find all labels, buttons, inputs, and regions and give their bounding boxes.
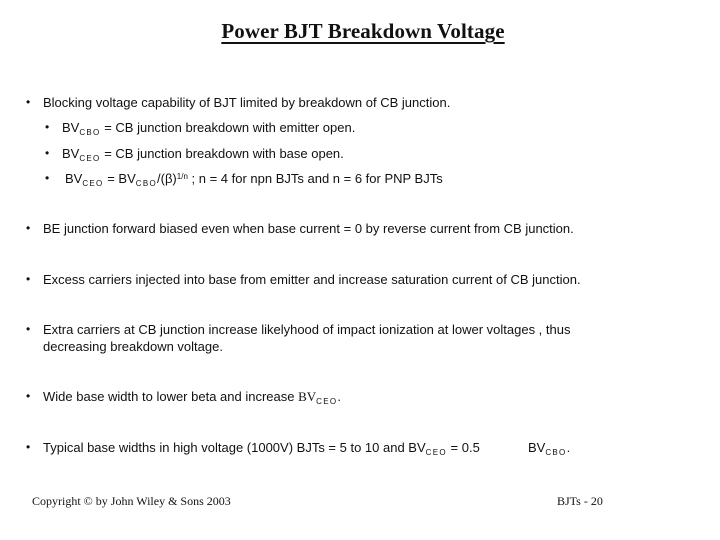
bullet-6-text bbox=[43, 439, 480, 456]
bv-subscript: CBO bbox=[545, 448, 567, 457]
slide-title: Power BJT Breakdown Voltage bbox=[221, 19, 505, 43]
bv-label: BV bbox=[528, 440, 546, 455]
period: . bbox=[337, 389, 342, 404]
bullet-2-marker: • bbox=[26, 221, 31, 235]
equation-bv: = BV bbox=[103, 171, 136, 186]
bullet-2-text: BE junction forward biased even when base current = 0 by reverse current from CB junction. bbox=[43, 221, 574, 236]
bv-subscript: CEO bbox=[82, 179, 104, 188]
ratio: = 0.5 bbox=[446, 440, 480, 455]
sub-bullet-1-marker: • bbox=[45, 120, 50, 134]
bullet-3-marker: • bbox=[26, 272, 31, 286]
bv-label: BV bbox=[62, 120, 80, 135]
bv-subscript: CEO bbox=[425, 448, 447, 457]
bv-label: BV bbox=[65, 171, 83, 186]
bv-label: BV bbox=[62, 146, 80, 161]
bullet-5-marker: • bbox=[26, 389, 31, 403]
bullet-1-text: Blocking voltage capability of BJT limited by breakdown of CB junction. bbox=[43, 95, 451, 110]
bv-subscript: CBO bbox=[79, 128, 101, 137]
bullet-4-marker: • bbox=[26, 322, 31, 336]
page-number: BJTs - 20 bbox=[557, 494, 603, 508]
sub-bullet-1-desc: = CB junction breakdown with emitter open. bbox=[100, 120, 356, 135]
bullet-5-desc: Wide base width to lower beta and increase bbox=[43, 389, 299, 404]
bv-subscript: CEO bbox=[79, 154, 101, 163]
sub-bullet-3-desc: ; n = 4 for npn BJTs and n = 6 for PNP BJTs bbox=[187, 171, 443, 186]
bv-subscript: CEO bbox=[316, 397, 338, 406]
bv-label: BV bbox=[298, 389, 317, 404]
equation-beta: /(β) bbox=[157, 171, 177, 186]
sub-bullet-1-text bbox=[62, 119, 355, 136]
sub-bullet-3-marker: • bbox=[45, 171, 50, 185]
bullet-6-desc: Typical base widths in high voltage (1000V) BJTs = 5 to 10 and BV bbox=[43, 440, 426, 455]
sub-bullet-2-desc: = CB junction breakdown with base open. bbox=[100, 146, 344, 161]
sub-bullet-3-text bbox=[65, 170, 443, 187]
bullet-4-text-line1: Extra carriers at CB junction increase likelyhood of impact ionization at lower voltages , thus bbox=[43, 322, 571, 337]
bullet-6-bv-cbo bbox=[528, 439, 570, 456]
copyright-footer: Copyright © by John Wiley & Sons 2003 bbox=[32, 494, 231, 508]
bullet-3-text: Excess carriers injected into base from emitter and increase saturation current of CB junction. bbox=[43, 272, 581, 287]
period: . bbox=[566, 440, 571, 455]
exponent: 1/n bbox=[176, 172, 188, 181]
bullet-1-marker: • bbox=[26, 95, 31, 109]
bullet-4-text-line2: decreasing breakdown voltage. bbox=[43, 339, 223, 354]
bullet-6-marker: • bbox=[26, 440, 31, 454]
sub-bullet-2-text bbox=[62, 145, 344, 162]
bullet-5-text bbox=[43, 388, 341, 405]
sub-bullet-2-marker: • bbox=[45, 146, 50, 160]
bv-subscript: CBO bbox=[135, 179, 158, 188]
